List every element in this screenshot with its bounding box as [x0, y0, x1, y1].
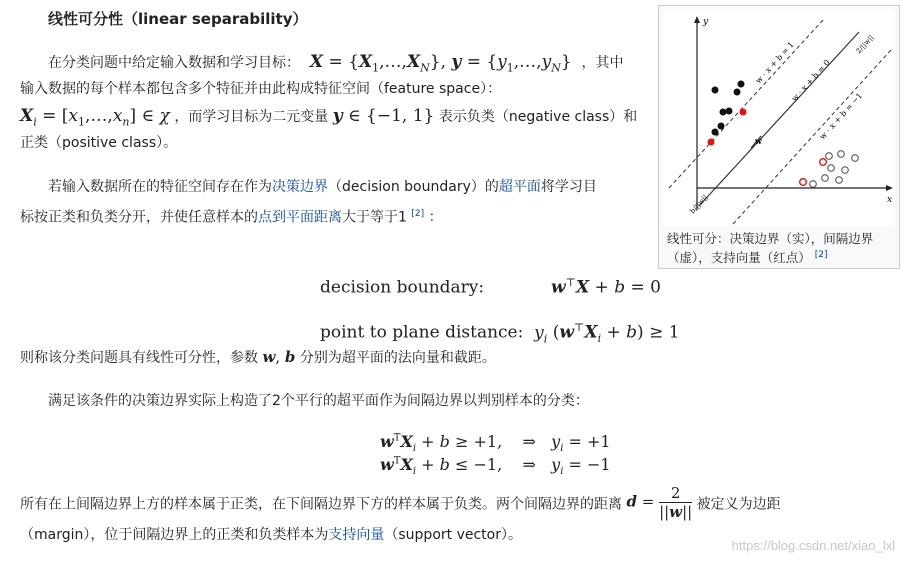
boundary-text-5: 大于等于1 [342, 209, 407, 226]
boundary-text-4: 标按正类和负类分开，并使任意样本的 [20, 209, 258, 226]
boundary-text-2: （decision boundary）的 [328, 179, 499, 195]
figure-caption [667, 231, 895, 266]
section-heading: 线性可分性（linear separability） [48, 10, 308, 28]
paragraph-boundary-line1 [48, 174, 597, 200]
separable-text-1: 则称该分类问题具有线性可分性，参数 [20, 350, 258, 366]
boundary-text-6: ： [428, 209, 443, 226]
positive-support-vector [740, 109, 747, 116]
positive-point [738, 81, 745, 88]
link-hyperplane[interactable]: 超平面 [498, 179, 541, 195]
negative-point [852, 155, 859, 162]
intro-text-1: 在分类问题中给定输入数据和学习目标： [48, 55, 300, 71]
intro-text-4: 表示负类（negative class）和 [438, 109, 638, 125]
figure-caption-text: 线性可分：决策边界（实），间隔边界（虚），支持向量（红点） [667, 231, 874, 266]
paragraph-margin-boundaries: 满足该条件的决策边界实际上构造了2个平行的超平面作为间隔边界以判别样本的分类： [48, 393, 589, 409]
reference-link-2[interactable]: [2] [411, 209, 425, 219]
label-margin-width: 2/||w|| [854, 33, 876, 56]
positive-point [726, 108, 733, 115]
paragraph-intro-line2: 输入数据的每个样本都包含多个特征并由此构成特征空间（feature space）： [20, 81, 502, 97]
paragraph-boundary-line2 [20, 201, 443, 231]
negative-support-vector [820, 159, 827, 166]
formula-label-set: y ∈ {−1, 1} [332, 106, 435, 126]
equation-decision-boundary: decision boundary: w⊤X + b = 0 [320, 276, 661, 298]
axis-label-y: y [703, 17, 709, 27]
negative-point [810, 181, 817, 188]
equation-label-distance: point to plane distance: [320, 322, 524, 343]
watermark: https://blog.csdn.net/xiao_lxl [731, 538, 895, 553]
margin-text-3: （margin），位于间隔边界上的正类和负类样本为 [20, 527, 329, 543]
negative-support-vector [800, 179, 807, 186]
positive-point [712, 129, 719, 136]
figure-reference-link[interactable]: [2] [814, 250, 828, 260]
label-decision-boundary: w · x + b = 0 [789, 58, 832, 104]
formula-feature-vector: $X_i$ = $[x_1,\dots,x_n]$ ∈ χ [20, 106, 170, 129]
negative-point [842, 167, 849, 174]
link-point-plane-distance[interactable]: 点到平面距离 [258, 209, 342, 226]
y-axis-arrow [694, 16, 700, 23]
paragraph-separable [20, 344, 496, 371]
label-lower-margin: w · x + b = −1 [817, 91, 865, 142]
equation-upper-margin: $w^TX_i + b \ge +1$, ⇒ $y_i = +1$ [380, 432, 611, 455]
negative-point [838, 151, 845, 158]
formula-params: w, b [262, 348, 296, 366]
negative-point [822, 175, 829, 182]
equation-label-decision-boundary: decision boundary: [320, 277, 485, 298]
axis-label-x: x [887, 195, 893, 205]
label-upper-margin: w · x + b = 1 [753, 40, 796, 86]
positive-support-vector [708, 139, 715, 146]
paragraph-margin-line1 [20, 486, 781, 523]
margin-text-4: （support vector）。 [384, 527, 522, 543]
formula-margin-distance: d = $\frac{2}{||w||}$ [626, 484, 693, 521]
negative-point [826, 153, 833, 160]
link-support-vector[interactable]: 支持向量 [328, 527, 385, 543]
link-decision-boundary[interactable]: 决策边界 [272, 179, 328, 195]
intro-text-3: ，而学习目标为二元变量 [174, 109, 329, 125]
positive-point [718, 123, 725, 130]
intro-text-2: ，其中 [581, 55, 624, 71]
negative-point [828, 165, 835, 172]
paragraph-margin-line2 [20, 522, 522, 548]
figure-thumbnail [658, 5, 900, 269]
separable-text-2: 分别为超平面的法向量和截距。 [299, 350, 496, 366]
upper-margin-line [669, 20, 823, 188]
boundary-text-1: 若输入数据所在的特征空间存在作为 [48, 179, 272, 195]
equation-point-plane-distance: point to plane distance: $y_i$ $(w^⊤X_i + b) \ge 1$ [320, 321, 680, 346]
negative-point [836, 177, 843, 184]
paragraph-intro-line4: 正类（positive class）。 [20, 135, 178, 151]
margin-text-2: 被定义为边距 [696, 496, 781, 513]
positive-point [712, 87, 719, 94]
label-offset: b/||w|| [688, 193, 710, 216]
formula-dataset: $X = \{X_1,\dots,X_N\}$, $y = \{y_1,\dots,y_N\}$ [309, 52, 578, 75]
x-axis-arrow [886, 185, 893, 191]
label-w: w [755, 136, 762, 146]
svm-diagram-image[interactable] [663, 10, 895, 226]
positive-point [734, 89, 741, 96]
positive-point [720, 109, 727, 116]
equation-lower-margin: $w^TX_i + b \le -1$, ⇒ $y_i = -1$ [380, 455, 611, 478]
svm-diagram [663, 10, 895, 226]
boundary-text-3: 将学习目 [540, 179, 597, 195]
margin-text-1: 所有在上间隔边界上方的样本属于正类，在下间隔边界下方的样本属于负类。两个间隔边界的距离 [20, 496, 622, 513]
